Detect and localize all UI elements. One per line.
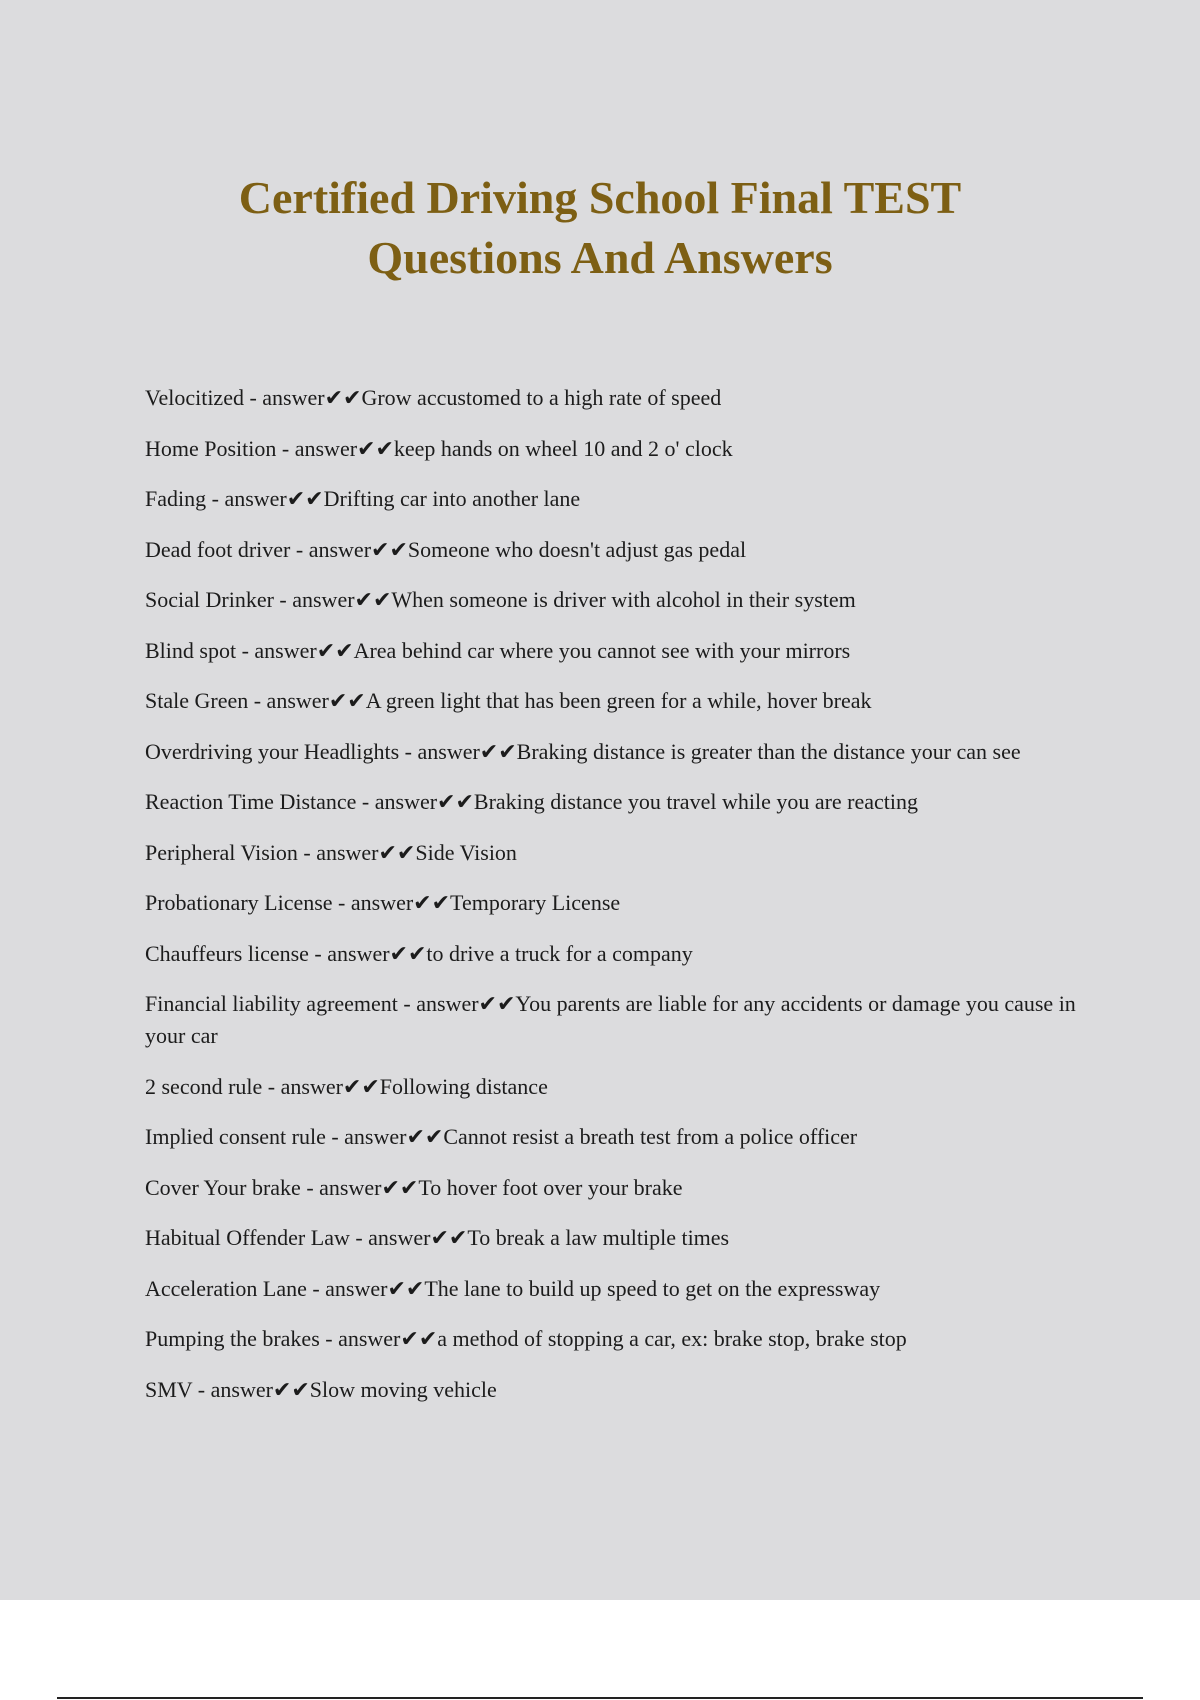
- qa-item: SMV - answer✔✔Slow moving vehicle: [145, 1376, 497, 1402]
- qa-item: Fading - answer✔✔Drifting car into another lane: [145, 486, 581, 511]
- qa-item: Blind spot - answer✔✔Area behind car where you cannot see with your mirrors: [145, 637, 851, 663]
- qa-item: Reaction Time Distance - answer✔✔Braking distance you travel while you are reacting: [145, 789, 919, 814]
- qa-item: Financial liability agreement - answer✔✔You parents are liable for any accidents or damage you cause in your car: [145, 991, 1076, 1048]
- title-line-2: Questions And Answers: [367, 232, 833, 283]
- qa-item: Probationary License - answer✔✔Temporary License: [145, 890, 621, 915]
- title-line-1: Certified Driving School Final TEST: [238, 172, 962, 223]
- page-title: [0, 168, 1200, 288]
- qa-item: Pumping the brakes - answer✔✔a method of stopping a car, ex: brake stop, brake stop: [145, 1326, 907, 1351]
- question-answer-list: [145, 382, 1090, 1424]
- qa-item: Peripheral Vision - answer✔✔Side Vision: [145, 839, 517, 865]
- qa-item: Dead foot driver - answer✔✔Someone who doesn't adjust gas pedal: [145, 536, 747, 562]
- qa-item: Velocitized - answer✔✔Grow accustomed to a high rate of speed: [145, 385, 722, 410]
- qa-item: Chauffeurs license - answer✔✔to drive a truck for a company: [145, 940, 693, 966]
- qa-item: Stale Green - answer✔✔A green light that has been green for a while, hover break: [145, 688, 872, 713]
- qa-item: Acceleration Lane - answer✔✔The lane to build up speed to get on the expressway: [145, 1275, 881, 1301]
- qa-item: Overdriving your Headlights - answer✔✔Braking distance is greater than the distance your can see: [145, 738, 1021, 764]
- qa-item: Social Drinker - answer✔✔When someone is driver with alcohol in their system: [145, 587, 856, 612]
- qa-item: Habitual Offender Law - answer✔✔To break a law multiple times: [145, 1225, 730, 1250]
- footer-divider: [57, 1697, 1143, 1699]
- qa-item: Home Position - answer✔✔keep hands on wheel 10 and 2 o' clock: [145, 435, 733, 461]
- qa-item: Cover Your brake - answer✔✔To hover foot over your brake: [145, 1174, 683, 1200]
- qa-item: 2 second rule - answer✔✔Following distance: [145, 1073, 548, 1099]
- qa-item: Implied consent rule - answer✔✔Cannot resist a breath test from a police officer: [145, 1124, 858, 1149]
